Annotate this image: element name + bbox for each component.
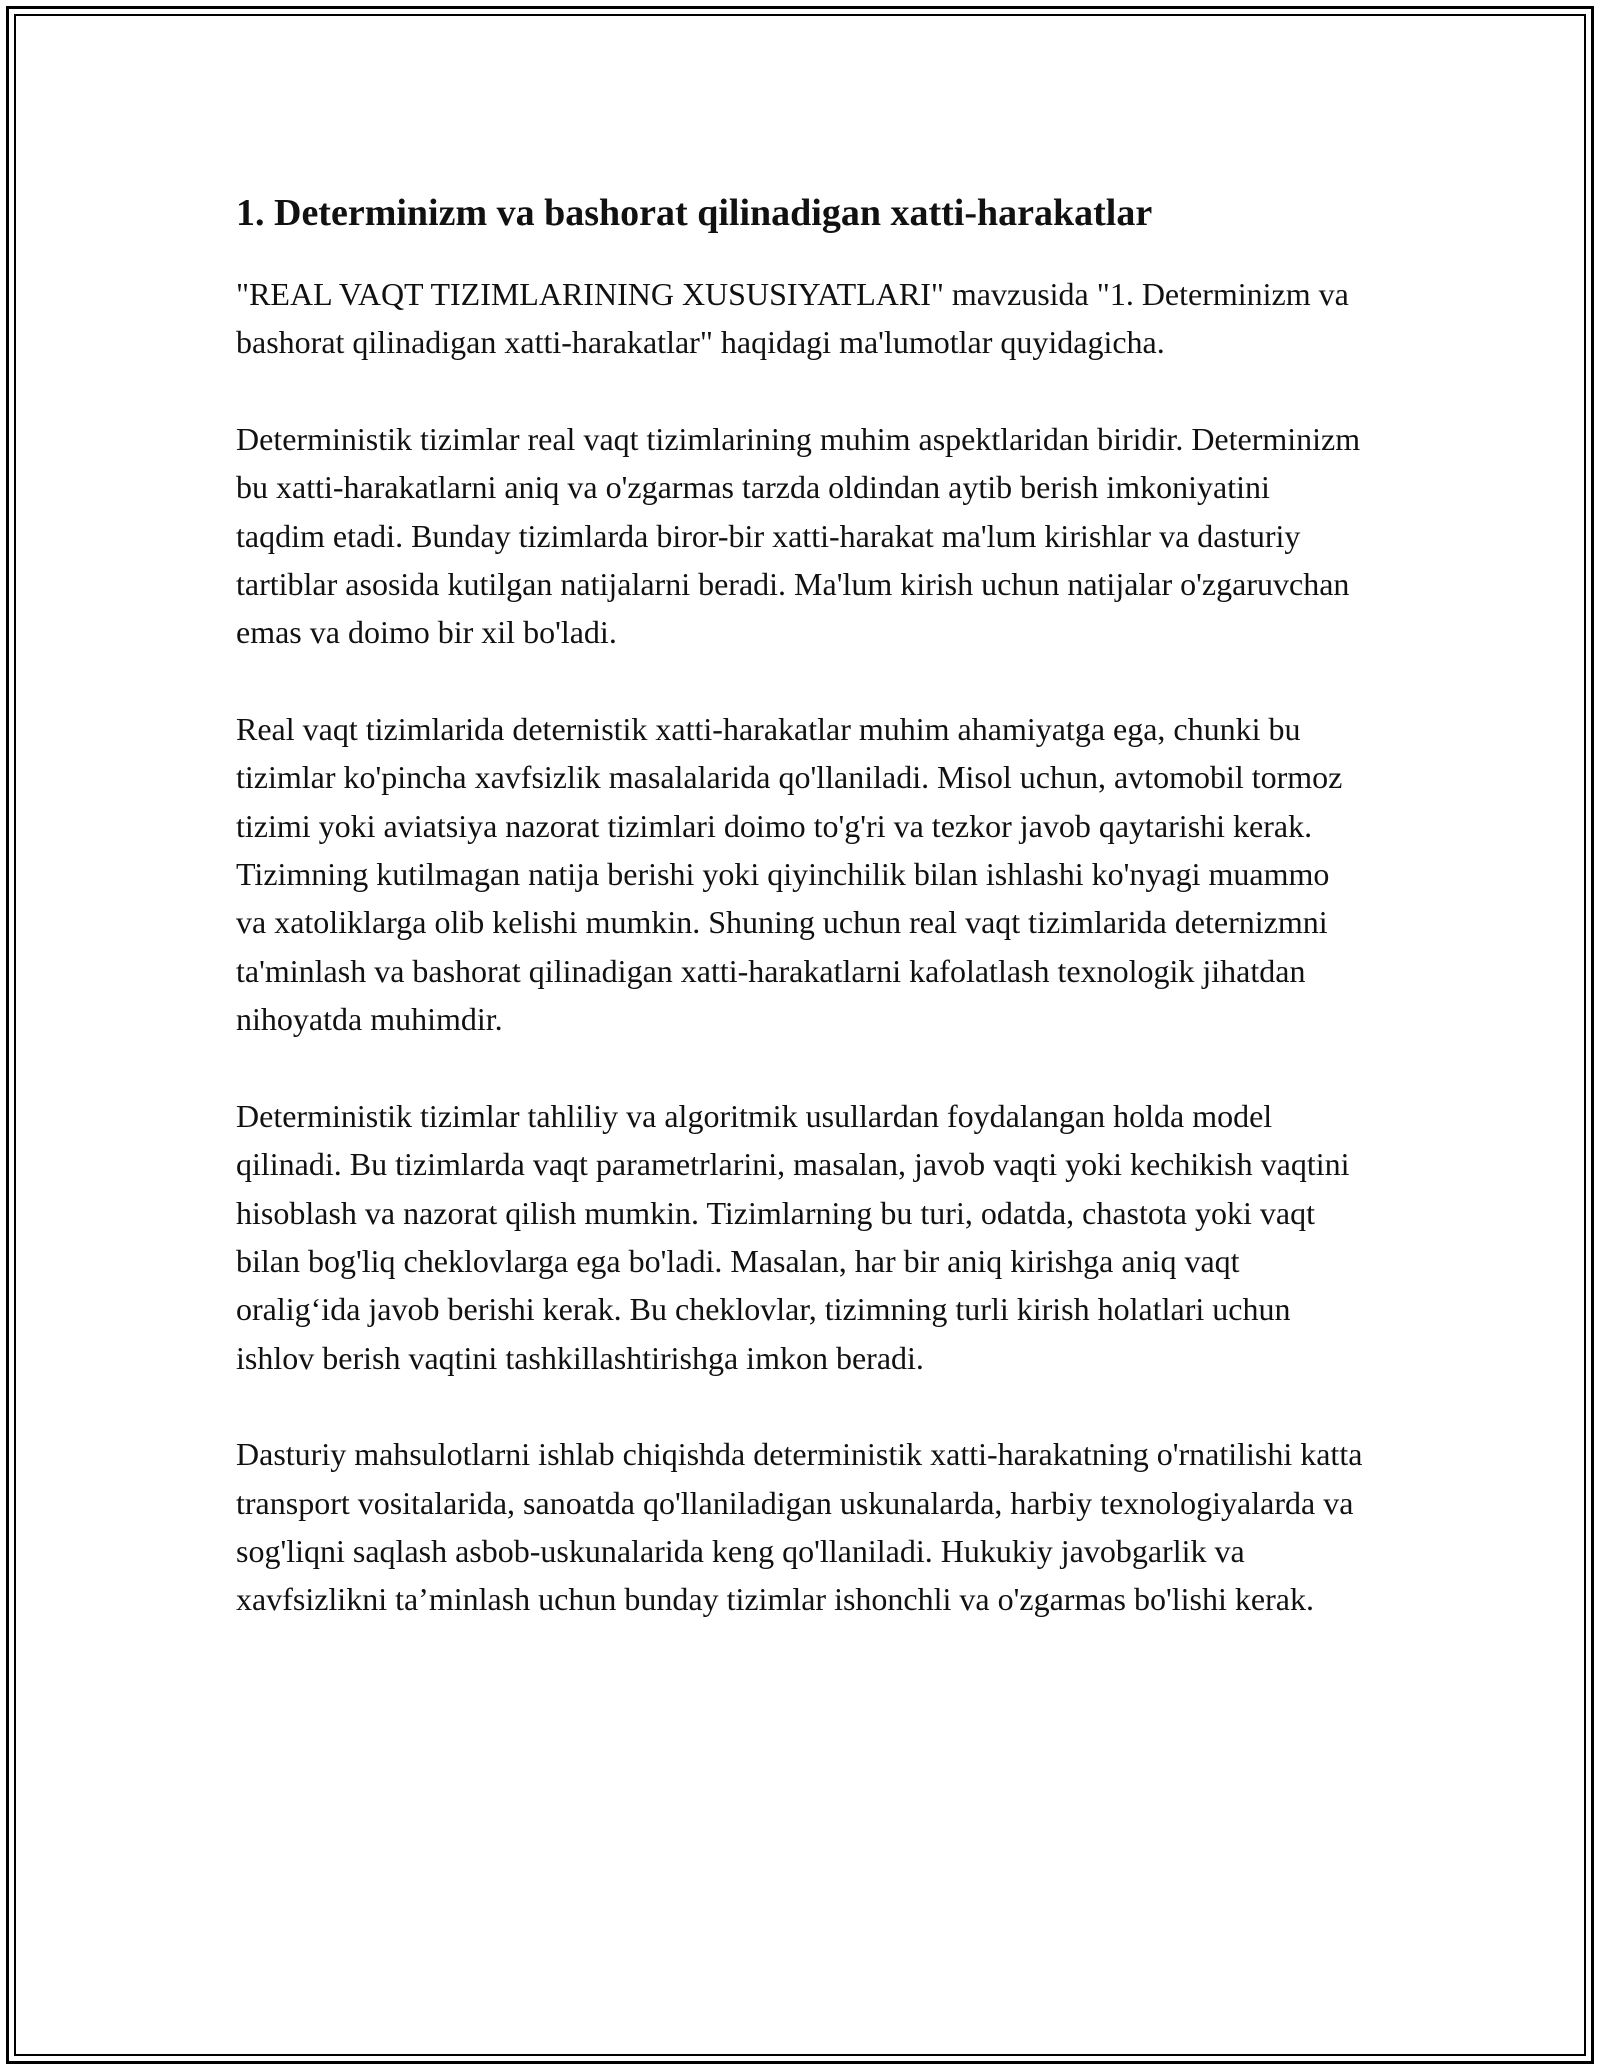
intro-paragraph: "REAL VAQT TIZIMLARINING XUSUSIYATLARI" mavzusida "1. Determinizm va bashorat qilinadigan xatti-harakatlar" haqidagi ma'lumotlar quyidagicha. xyxy=(236,276,1349,361)
application-paragraph: Dasturiy mahsulotlarni ishlab chiqishda deterministik xatti-harakatning o'rnatilishi katta transport vositalarida, sanoatda qo'llaniladigan uskunalarda, harbiy texnologiyalarda va sog'liqni saqlash asbob-uskunalarida keng qo'llaniladi. Hukukiy javobgarlik va xavfsizlikni ta’minlash uchun bunday tizimlar ishonchli va o'zgarmas bo'lishi kerak. xyxy=(236,1436,1363,1618)
page-title: 1. Determinizm va bashorat qilinadigan xatti-harakatlar xyxy=(236,192,1153,234)
document-body xyxy=(236,186,1366,1672)
definition-paragraph: Deterministik tizimlar real vaqt tizimlarining muhim aspektlaridan biridir. Determinizm bu xatti-harakatlarni aniq va o'zgarmas tarzda oldindan aytib berish imkoniyatini taqdim etadi. Bunday tizimlarda biror-bir xatti-harakat ma'lum kirishlar va dasturiy tartiblar asosida kutilgan natijalarni beradi. Ma'lum kirish uchun natijalar o'zgaruvchan emas va doimo bir xil bo'ladi. xyxy=(236,420,1361,651)
modeling-paragraph: Deterministik tizimlar tahliliy va algoritmik usullardan foydalangan holda model qilinadi. Bu tizimlarda vaqt parametrlarini, masalan, javob vaqti yoki kechikish vaqtini hisoblash va nazorat qilish mumkin. Tizimlarning bu turi, odatda, chastota yoki vaqt bilan bog'liq cheklovlarga ega bo'ladi. Masalan, har bir aniq kirishga aniq vaqt oralig‘ida javob berishi kerak. Bu cheklovlar, tizimning turli kirish holatlari uchun ishlov berish vaqtini tashkillashtirishga imkon beradi. xyxy=(236,1097,1350,1376)
importance-paragraph: Real vaqt tizimlarida deternistik xatti-harakatlar muhim ahamiyatga ega, chunki bu tizimlar ko'pincha xavfsizlik masalalarida qo'llaniladi. Misol uchun, avtomobil tormoz tizimi yoki aviatsiya nazorat tizimlari doimo to'g'ri va tezkor javob qaytarishi kerak. Tizimning kutilmagan natija berishi yoki qiyinchilik bilan ishlashi ko'nyagi muammo va xatoliklarga olib kelishi mumkin. Shuning uchun real vaqt tizimlarida deternizmni ta'minlash va bashorat qilinadigan xatti-harakatlarni kafolatlash texnologik jihatdan nihoyatda muhimdir. xyxy=(236,710,1343,1038)
